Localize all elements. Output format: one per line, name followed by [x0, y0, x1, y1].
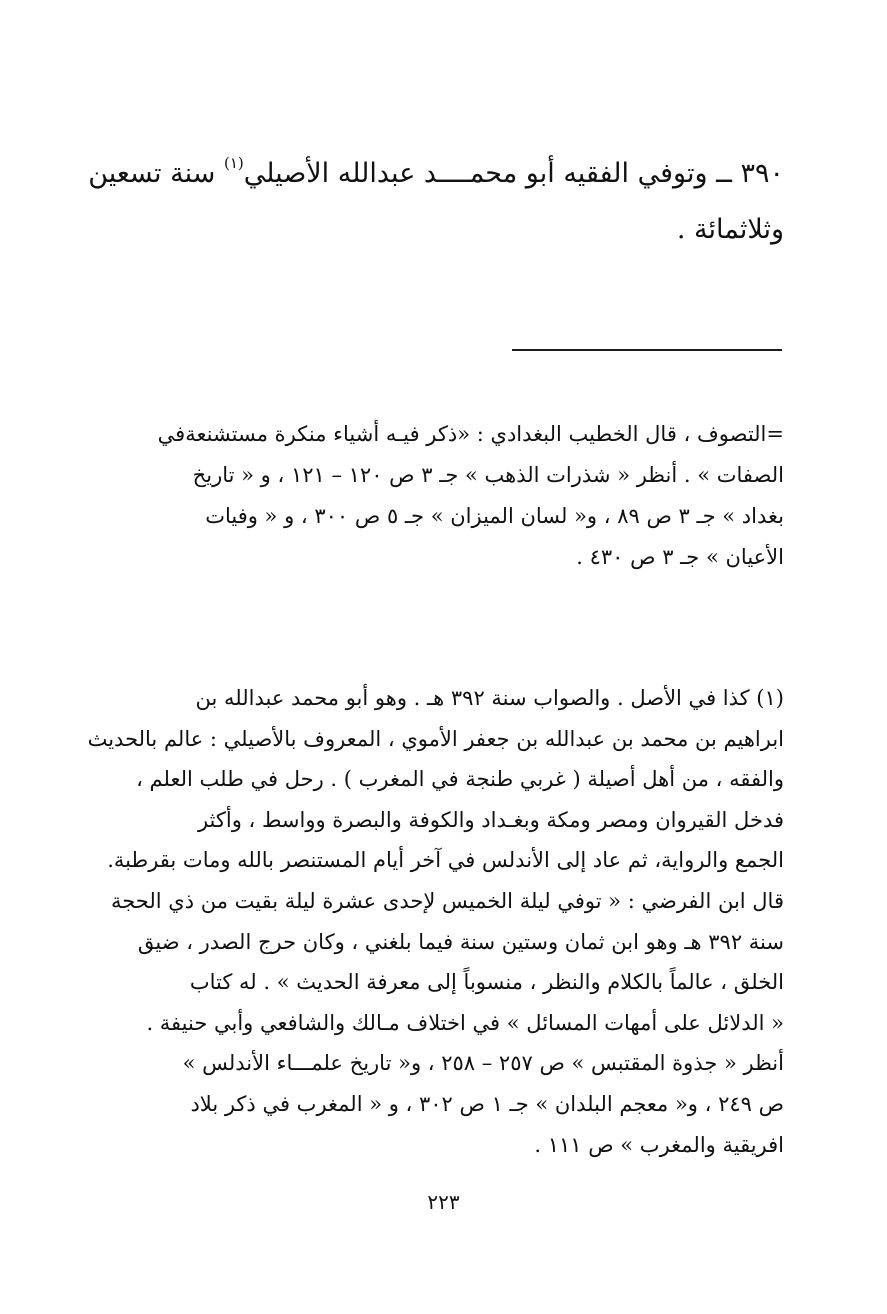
- footnote-line: افريقية والمغرب » ص ١١١ .: [534, 1132, 784, 1157]
- main-entry: [88, 146, 784, 258]
- footnote-line: الخلق ، عالماً بالكلام والنظر ، منسوباً إلى معرفة الحديث » . له كتاب: [189, 970, 784, 995]
- main-entry-line-1: [88, 146, 784, 202]
- footnote-line: « الدلائل على أمهات المسائل » في اختلاف مـالك والشافعي وأبي حنيفة .: [146, 1010, 784, 1035]
- main-entry-text-end: سنة تسعين: [88, 158, 224, 189]
- continued-footnote-line: الأعيان » جـ ٣ ص ٤٣٠ .: [576, 545, 784, 569]
- continued-footnote-line: بغداد » جـ ٣ ص ٨٩ ، و« لسان الميزان » جـ ٥ ص ٣٠٠ ، و « وفيات: [205, 504, 784, 528]
- main-entry-line-2: وثلاثمائة .: [676, 214, 784, 245]
- footnote-line: سنة ٣٩٢ هـ وهو ابن ثمان وستين سنة فيما بلغني ، وكان حرج الصدر ، ضيق: [137, 929, 784, 954]
- footnote-line: قال ابن الفرضي : « توفي ليلة الخميس لإحدى عشرة ليلة بقيت من ذي الحجة: [110, 888, 784, 913]
- main-entry-text: ٣٩٠ ــ وتوفي الفقيه أبو محمــــد عبدالله الأصيلي: [243, 158, 784, 189]
- footnote-line: أنظر « جذوة المقتبس » ص ٢٥٧ – ٢٥٨ ، و« تاريخ علمـــاء الأندلس »: [182, 1051, 784, 1076]
- footnote-line: الجمع والرواية، ثم عاد إلى الأندلس في آخر أيام المستنصر بالله ومات بقرطبة.: [107, 848, 784, 873]
- footnote-line: ص ٢٤٩ ، و« معجم البلدان » جـ ١ ص ٣٠٢ ، و « المغرب في ذكر بلاد: [190, 1091, 784, 1116]
- footnote-ref-marker: (١): [223, 154, 244, 172]
- footnote-line: ابراهيم بن محمد بن عبدالله بن جعفر الأموي ، المعروف بالأصيلي : عالم بالحديث: [87, 726, 784, 751]
- page-number: ٢٢٣: [427, 1190, 460, 1214]
- continued-footnote-line: الصفات » . أنظر « شذرات الذهب » جـ ٣ ص ١٢٠ – ١٢١ ، و « تاريخ: [192, 463, 784, 487]
- footnote-line: (١) كذا في الأصل . والصواب سنة ٣٩٢ هـ . وهو أبو محمد عبدالله بن: [195, 686, 784, 710]
- footnote-line: فدخل القيروان ومصر ومكة وبغـداد والكوفة والبصرة وواسط ، وأكثر: [197, 807, 784, 832]
- footnote-separator-rule: [512, 349, 782, 351]
- footnote-line: والفقه ، من أهل أصيلة ( غربي طنجة في المغرب ) . رحل في طلب العلم ،: [136, 767, 784, 792]
- continued-footnote-line: =التصوف ، قال الخطيب البغدادي : «ذكر فيـه أشياء منكرة مستشنعةفي: [157, 422, 784, 446]
- footnote-1: [87, 678, 784, 1165]
- continued-footnote: [104, 414, 784, 578]
